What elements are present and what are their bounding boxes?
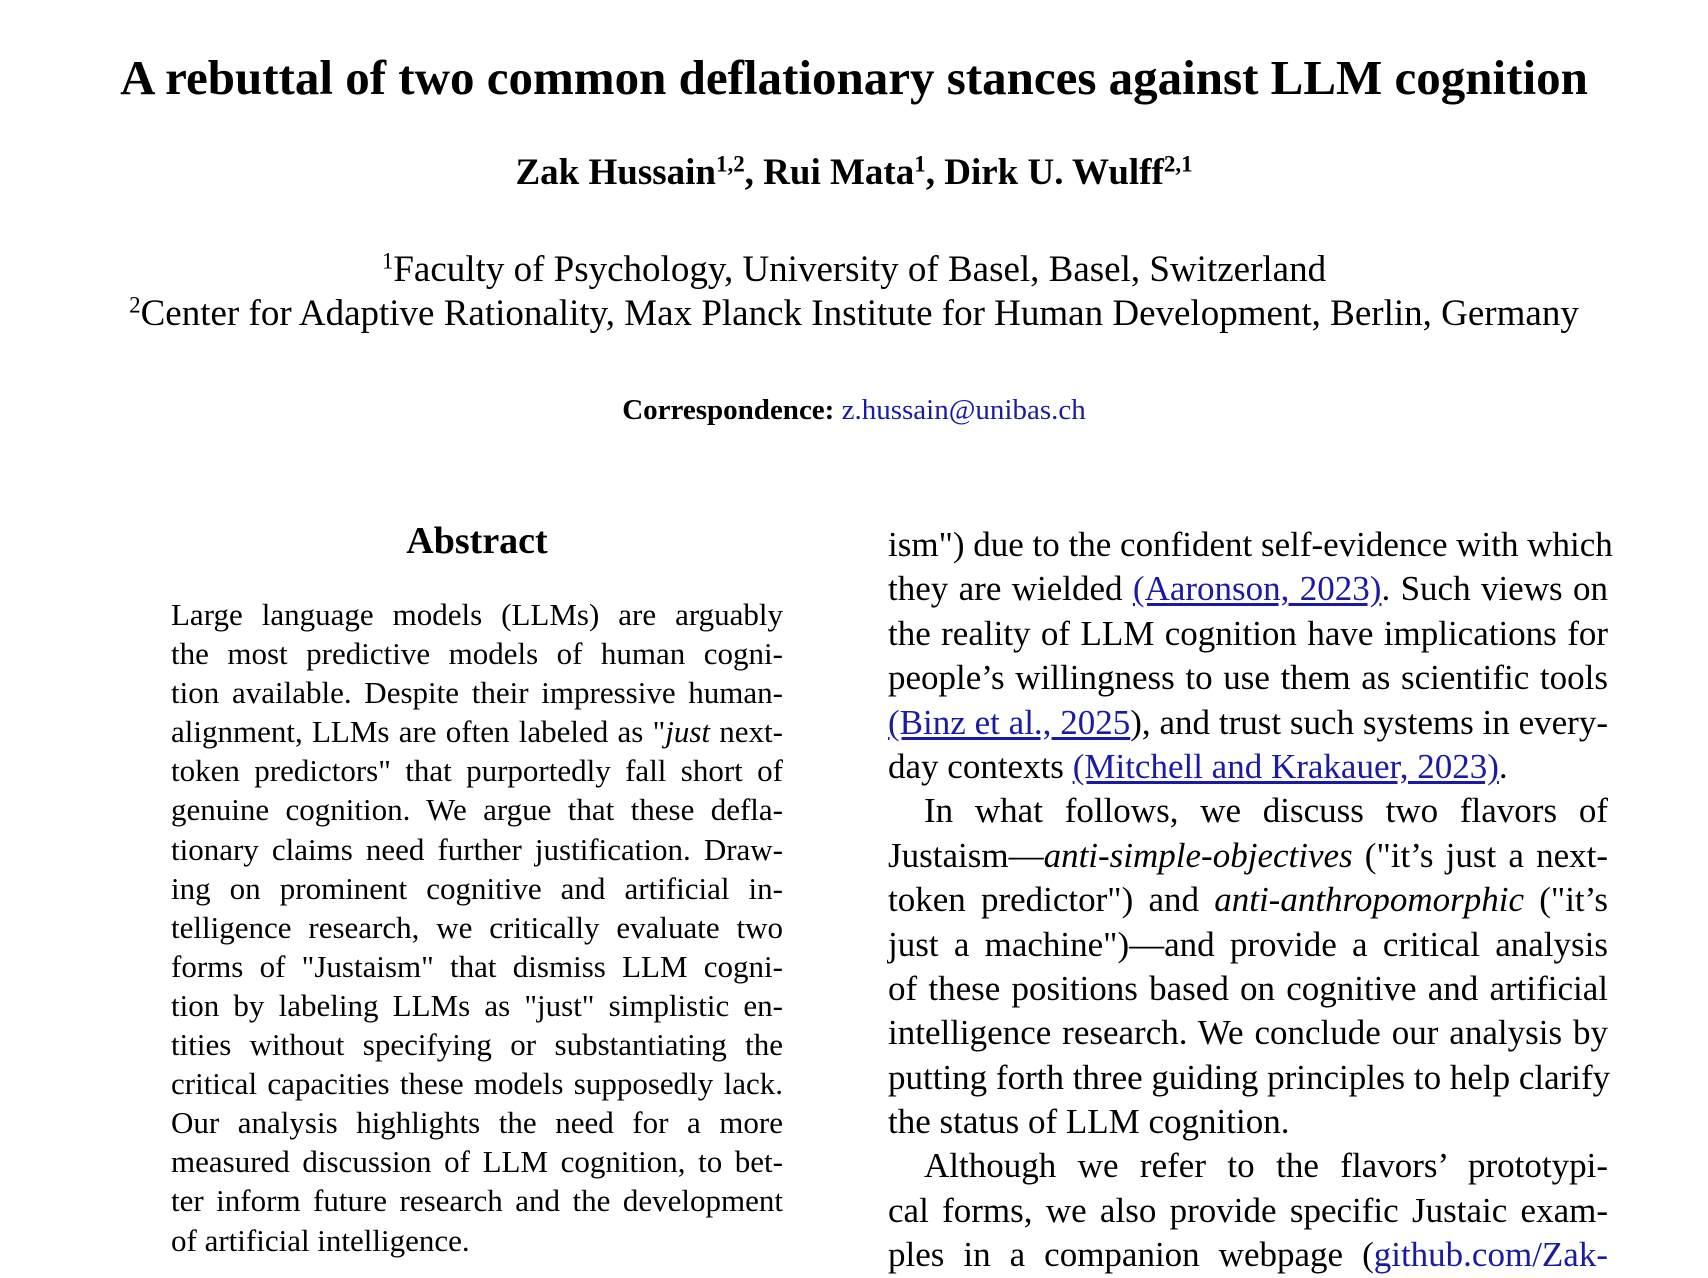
author-affiliation-marker: 1,2	[716, 151, 745, 177]
abstract-line: tionary claims need further justification. Draw-	[171, 831, 783, 867]
body-line: the reality of LLM cognition have implications for	[888, 613, 1608, 653]
abstract-line: ter inform future research and the development	[171, 1183, 783, 1219]
abstract-line: critical capacities these models supposedly lack.	[171, 1066, 783, 1102]
body-text-segment: ("it’s just a next-	[1352, 835, 1608, 875]
body-line: the status of LLM cognition.	[888, 1102, 1290, 1142]
body-text-column	[888, 523, 1613, 1278]
body-emphasis: anti-simple-objectives	[1043, 835, 1353, 875]
abstract-line: of artificial intelligence.	[171, 1222, 470, 1258]
affiliation-2	[0, 292, 1708, 336]
abstract-line: tities without specifying or substantiating the	[171, 1027, 783, 1063]
abstract-line: measured discussion of LLM cognition, to bet-	[171, 1144, 783, 1180]
citation-link-binz-2025[interactable]: (Binz et al., 2025	[888, 702, 1131, 742]
abstract-line: forms of "Justaism" that dismiss LLM cogni-	[171, 948, 783, 984]
body-emphasis: anti-anthropomorphic	[1214, 880, 1525, 920]
abstract-line: Large language models (LLMs) are arguably	[171, 597, 783, 632]
body-line: Although we refer to the flavors’ prototypi-	[924, 1146, 1608, 1186]
body-line	[888, 567, 1608, 611]
author-affiliation-marker: 1	[914, 151, 926, 177]
affiliation-text: Faculty of Psychology, University of Basel, Basel, Switzerland	[393, 249, 1327, 290]
correspondence-label: Correspondence:	[622, 394, 835, 426]
abstract-heading: Abstract	[406, 520, 548, 562]
correspondence	[0, 392, 1708, 428]
abstract-line: telligence research, we critically evaluate two	[171, 909, 783, 945]
body-line: intelligence research. We conclude our analysis by	[888, 1013, 1608, 1053]
body-text-segment: ples in a companion webpage (	[888, 1235, 1374, 1275]
affiliation-number: 1	[381, 248, 394, 274]
abstract-line: token predictors" that purportedly fall short of	[171, 753, 783, 789]
abstract-text-segment: next-	[710, 714, 783, 750]
body-text-segment: ("it’s	[1524, 880, 1608, 920]
affiliation-text: Center for Adaptive Rationality, Max Planck Institute for Human Development, Berlin, Germany	[140, 293, 1579, 334]
author-separator: ,	[744, 152, 764, 193]
abstract-line: genuine cognition. We argue that these defla-	[171, 792, 783, 828]
body-line: ism") due to the confident self-evidence with which	[888, 525, 1613, 564]
body-line	[888, 745, 1608, 789]
citation-link-aaronson-2023[interactable]: (Aaronson, 2023)	[1132, 569, 1382, 609]
body-text-segment: . Such views on	[1381, 569, 1608, 609]
body-text-segment: they are wielded	[888, 569, 1133, 609]
body-text-segment: .	[1498, 746, 1508, 786]
author-list	[0, 150, 1708, 196]
body-line: of these positions based on cognitive and artificial	[888, 968, 1608, 1008]
abstract-line: tion by labeling LLMs as "just" simplistic en-	[171, 987, 783, 1023]
author-name: Rui Mata	[763, 152, 915, 193]
abstract-line: tion available. Despite their impressive human-	[171, 675, 783, 711]
github-link[interactable]: github.com/Zak-	[1373, 1235, 1608, 1275]
abstract-text-segment: alignment, LLMs are often labeled as "	[171, 714, 666, 750]
body-line	[888, 834, 1608, 878]
abstract-line	[171, 712, 783, 751]
body-text-segment: token predictor") and	[888, 880, 1215, 920]
body-line: people’s willingness to use them as scientific tools	[888, 658, 1608, 698]
body-line	[888, 878, 1608, 922]
author-affiliation-marker: 2,1	[1163, 151, 1193, 177]
body-text-segment: ), and trust such systems in every-	[1130, 702, 1608, 742]
author-separator: ,	[925, 152, 945, 193]
paper-title: A rebuttal of two common deflationary stances against LLM cognition	[120, 50, 1588, 105]
body-line: cal forms, we also provide specific Justaic exam-	[888, 1190, 1608, 1230]
body-line: In what follows, we discuss two flavors of	[924, 791, 1608, 831]
author-name: Zak Hussain	[515, 152, 716, 193]
abstract-line: Our analysis highlights the need for a more	[171, 1105, 783, 1141]
body-line	[888, 1233, 1608, 1277]
body-text-segment: day contexts	[888, 746, 1073, 786]
body-line	[888, 701, 1608, 745]
citation-link-mitchell-krakauer-2023[interactable]: (Mitchell and Krakauer, 2023)	[1072, 746, 1499, 786]
body-text-segment: Justaism—	[888, 835, 1044, 875]
abstract-line: ing on prominent cognitive and artificial in-	[171, 870, 783, 906]
abstract-line: the most predictive models of human cogni-	[171, 636, 783, 672]
body-line: just a machine")—and provide a critical analysis	[888, 924, 1608, 964]
affiliation-number: 2	[129, 292, 141, 318]
body-line: putting forth three guiding principles to help clarify	[888, 1057, 1611, 1097]
author-name: Dirk U. Wulff	[944, 152, 1164, 193]
affiliation-1	[0, 248, 1708, 292]
abstract-text	[171, 595, 783, 1260]
abstract-emphasis: just	[665, 714, 711, 750]
correspondence-email-link[interactable]: z.hussain@unibas.ch	[841, 394, 1086, 426]
